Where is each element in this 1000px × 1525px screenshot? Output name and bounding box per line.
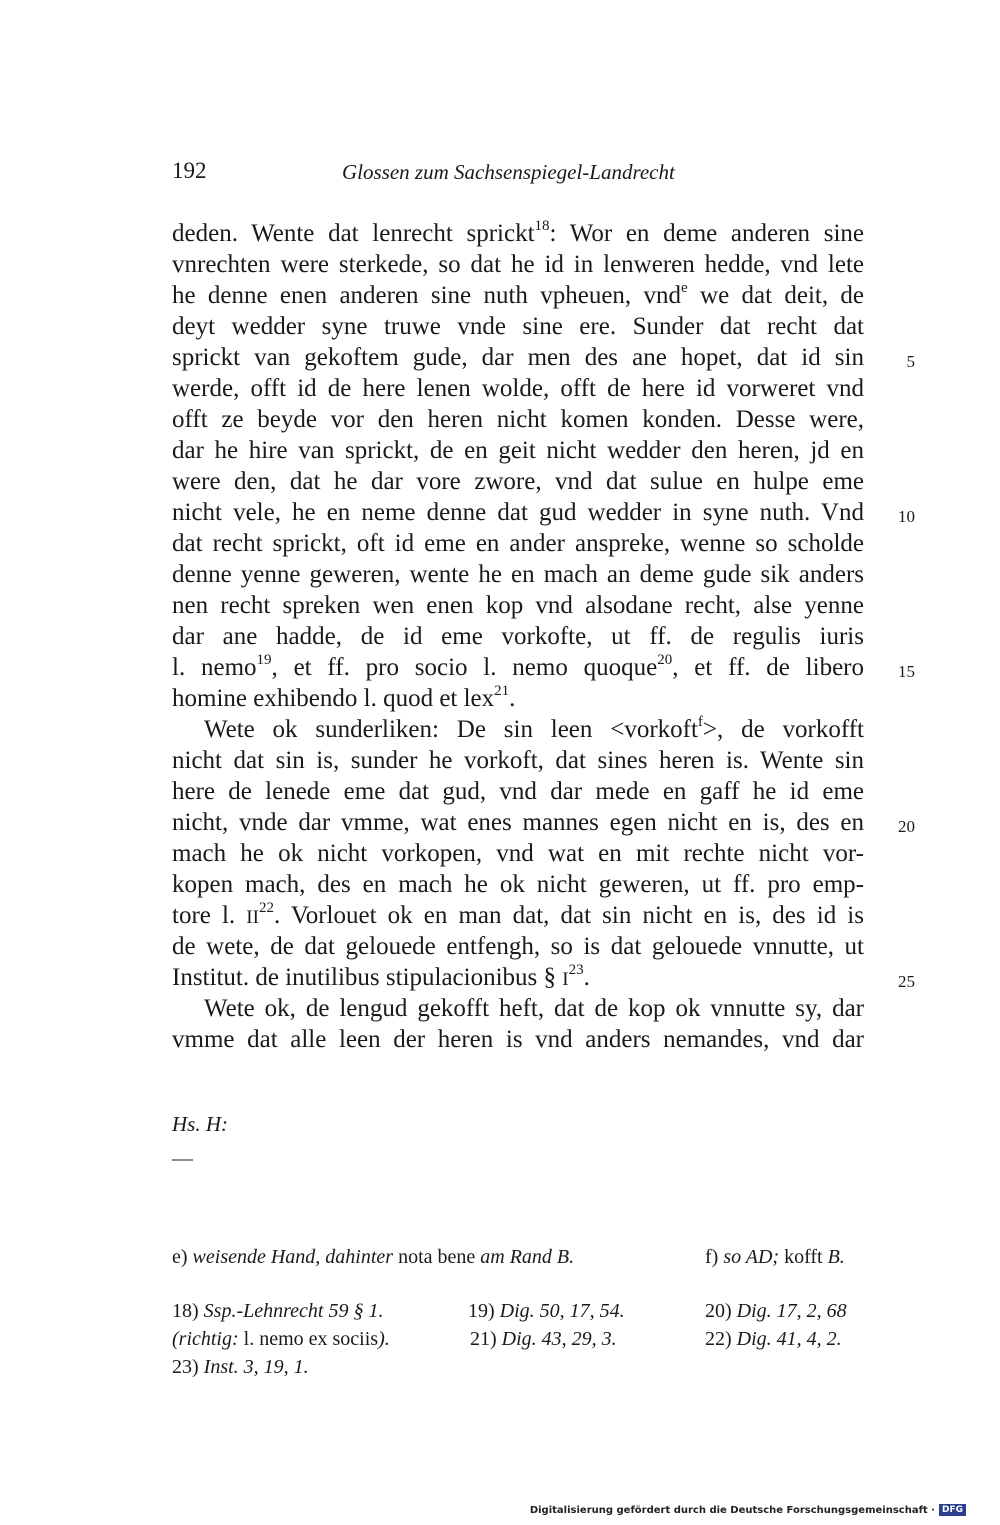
- text-line: nicht vele, he en neme denne dat gud wedder in syne nuth. Vnd: [172, 499, 864, 526]
- line-number: 5: [906, 352, 915, 371]
- footnote-ref: 23: [568, 961, 584, 978]
- manuscript-dash: —: [172, 1146, 193, 1170]
- text-line: homine exhibendo l. quod et lex$^{21}$.: [172, 682, 516, 712]
- text-line: mach he ok nicht vorkopen, vnd wat en mit rechte nicht vor-: [172, 840, 864, 867]
- apparatus-note-f: f) so AD; kofft B.: [705, 1246, 845, 1268]
- text-line: nicht dat sin is, sunder he vorkoft, dat sines heren is. Wente sin: [172, 747, 864, 774]
- text-line: dar ane hadde, de id eme vorkofte, ut ff. de regulis iuris: [172, 623, 864, 650]
- text-line: l. nemo$^{19}$, et ff. pro socio l. nemo quoque$^{20}$, et ff. de libero: [172, 651, 864, 681]
- running-title: Glossen zum Sachsenspiegel-Landrecht: [342, 160, 675, 184]
- footnote-23: 23) Inst. 3, 19, 1.: [172, 1356, 309, 1378]
- footnote-20: 20) Dig. 17, 2, 68: [705, 1300, 847, 1322]
- text-line: dar he hire van sprickt, de en geit nicht wedder den heren, jd en: [172, 437, 864, 464]
- footnote-22: 22) Dig. 41, 4, 2.: [705, 1328, 842, 1350]
- text-line: he denne enen anderen sine nuth vpheuen, vnd$^e$ we dat deit, de: [172, 279, 864, 309]
- footnote-ref: 20: [657, 651, 673, 668]
- footnote-19: 19) Dig. 50, 17, 54.: [468, 1300, 625, 1322]
- text-line: tore l. II$^{22}$. Vorlouet ok en man dat, dat sin nicht en is, des id is: [172, 899, 864, 929]
- text-line: denne yenne geweren, wente he en mach an deme gude sik anders: [172, 561, 864, 588]
- text-line: werde, offt id de here lenen wolde, offt de here id vorweret vnd: [172, 375, 864, 402]
- text-line: Institut. de inutilibus stipulacionibus § $I^{23}$.: [172, 961, 590, 991]
- footnote-ref: 19: [256, 651, 272, 668]
- apparatus-note-e: e) weisende Hand, dahinter nota bene am Rand B.: [172, 1246, 575, 1268]
- text-line: Wete ok, de lengud gekofft heft, dat de kop ok vnnutte sy, dar: [204, 995, 864, 1022]
- footnote-18-continued: (richtig: l. nemo ex sociis).: [172, 1328, 390, 1350]
- text-line: here de lenede eme dat gud, vnd dar mede en gaff he id eme: [172, 778, 864, 805]
- manuscript-label: Hs. H:: [172, 1112, 228, 1136]
- text-line: vmme dat alle leen der heren is vnd anders nemandes, vnd dar: [172, 1026, 864, 1053]
- footnote-ref: 18: [534, 217, 550, 234]
- text-line: dat recht sprickt, oft id eme en ander anspreke, wenne so scholde: [172, 530, 864, 557]
- text-line: kopen mach, des en mach he ok nicht geweren, ut ff. pro emp-: [172, 871, 864, 898]
- line-number: 15: [898, 662, 915, 681]
- main-text: [172, 218, 864, 1055]
- line-number: 10: [898, 507, 915, 526]
- footnote-21: 21) Dig. 43, 29, 3.: [470, 1328, 617, 1350]
- line-number: 25: [898, 972, 915, 991]
- footnote-18: 18) Ssp.-Lehnrecht 59 § 1.: [172, 1300, 384, 1322]
- footnote-ref: 22: [258, 899, 274, 916]
- text-line: were den, dat he dar vore zwore, vnd dat sulue en hulpe eme: [172, 468, 864, 495]
- line-number: 20: [898, 817, 915, 836]
- page-number: 192: [172, 158, 207, 183]
- footnote-ref: 21: [494, 682, 510, 699]
- text-line: nen recht spreken wen enen kop vnd alsodane recht, alse yenne: [172, 592, 864, 619]
- text-line: sprickt van gekoftem gude, dar men des ane hopet, dat id sin: [172, 344, 864, 371]
- text-line: deden. Wente dat lenrecht sprickt$^{18}$: Wor en deme anderen sine: [172, 217, 864, 247]
- apparatus-ref: f: [697, 713, 703, 730]
- running-header: [172, 158, 864, 192]
- dfg-logo: DFG: [939, 1504, 966, 1516]
- text-line: nicht, vnde dar vmme, wat enes mannes egen nicht en is, des en: [172, 809, 864, 836]
- digitization-footer: Digitalisierung gefördert durch die Deutsche Forschungsgemeinschaft · DFG: [530, 1504, 966, 1516]
- text-line: de wete, de dat gelouede entfengh, so is dat gelouede vnnutte, ut: [172, 933, 864, 960]
- text-line: Wete ok sunderliken: De sin leen <vorkoft$^f$>, de vorkofft: [204, 713, 864, 743]
- text-line: offt ze beyde vor den heren nicht komen konden. Desse were,: [172, 406, 864, 433]
- text-line: vnrechten were sterkede, so dat he id in lenweren hedde, vnd lete: [172, 251, 864, 278]
- apparatus-ref: e: [681, 279, 688, 296]
- text-line: deyt wedder syne truwe vnde sine ere. Sunder dat recht dat: [172, 313, 864, 340]
